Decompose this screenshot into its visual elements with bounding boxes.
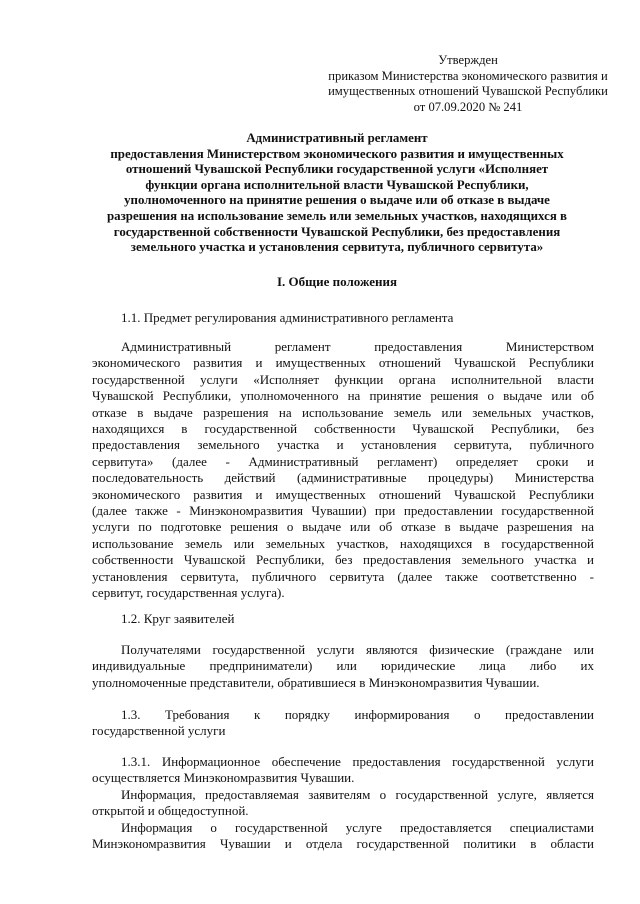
paragraph-subject [92, 339, 594, 602]
paragraph-info-specialists [92, 820, 594, 853]
text-line: индивидуальные предприниматели) или юридические лица либо их [92, 658, 594, 674]
text-line: сервитут, государственная услуга). [92, 585, 285, 601]
text-line: 1.3. Требования к порядку информирования о предоставлении [121, 707, 594, 722]
paragraph-requirements [92, 707, 594, 740]
text-line: собственности Чувашской Республики, без предоставления земельного участка и [92, 552, 594, 568]
text-line: уполномоченные представители, обратившиеся в Минэкономразвития Чувашии. [92, 674, 540, 690]
text-line: услуги по подготовке решения о выдаче или об отказе в выдаче разрешения на [92, 519, 594, 535]
text-line: Минэкономразвития Чувашии и отдела государственной политики в области [92, 836, 594, 852]
approval-line: имущественных отношений Чувашской Республики [328, 84, 608, 98]
text-line: Чувашской Республики, уполномоченного на принятие решения о выдаче или об [92, 388, 594, 404]
text-line: Получателями государственной услуги являются физические (граждане или [121, 642, 594, 657]
text-line: Информация, предоставляемая заявителям о государственной услуге, является [121, 787, 594, 802]
text-line: установления сервитута, публичного сервитута (далее также соответственно - [92, 568, 594, 584]
text-line: предоставления земельного участка и установления сервитута, публичного [92, 437, 594, 453]
subsection-heading: 1.2. Круг заявителей [121, 611, 235, 626]
text-line: сервитута» (далее - Административный регламент) определяет сроки и [92, 453, 594, 469]
text-line: экономического развития и имущественных отношений Чувашской Республики [92, 486, 594, 502]
text-line: государственной услуги «Исполняет функции органа исполнительной власти [92, 371, 594, 387]
title-line: государственной собственности Чувашской Республики, без предоставления [113, 224, 561, 239]
approval-date: от 07.09.2020 № 241 [413, 99, 523, 114]
text-line: 1.3.1. Информационное обеспечение предоставления государственной услуги [121, 754, 594, 769]
document-title [84, 131, 590, 256]
paragraph-info-support [92, 754, 594, 787]
title-line: предоставления Министерством экономического развития и имущественных [110, 146, 564, 161]
text-line: использование земель или земельных участков, находящихся в государственной [92, 535, 594, 551]
title-line: функции органа исполнительной власти Чувашской Республики, [145, 177, 529, 192]
text-line: Информация о государственной услуге предоставляется специалистами [121, 820, 594, 835]
text-line: отказе в выдаче разрешения на использование земель или земельных участков, [92, 404, 594, 420]
title-line: разрешения на использование земель или земельных участков, находящихся в [106, 208, 568, 223]
text-line: последовательность действий (административные процедуры) Министерства [92, 470, 594, 486]
text-line: (далее также - Минэкономразвития Чувашии) при предоставлении государственной [92, 503, 594, 519]
paragraph-info-open [92, 787, 594, 820]
title-line: уполномоченного на принятие решения о выдаче или об отказе в выдаче [124, 193, 550, 208]
text-line: находящихся в государственной собственности Чувашской Республики, без [92, 421, 594, 437]
text-line: государственной услуги [92, 723, 226, 739]
subsection-heading: 1.1. Предмет регулирования административного регламента [121, 310, 454, 325]
text-line: Административный регламент предоставления Министерством [121, 339, 594, 354]
approval-line: Утвержден [438, 53, 498, 67]
title-line: земельного участка и установления сервитута, публичного сервитута» [130, 240, 544, 255]
text-line: открытой и общедоступной. [92, 803, 249, 819]
approval-line: приказом Министерства экономического развития и [328, 68, 608, 83]
paragraph-applicants [92, 642, 594, 691]
title-line: отношений Чувашской Республики государственной услуги «Исполняет [125, 162, 549, 177]
section-heading: I. Общие положения [277, 274, 397, 289]
title-line: Административный регламент [246, 131, 428, 145]
text-line: экономического развития и имущественных отношений Чувашской Республики [92, 355, 594, 371]
approval-stamp [318, 53, 618, 115]
text-line: осуществляется Минэкономразвития Чувашии. [92, 770, 355, 786]
